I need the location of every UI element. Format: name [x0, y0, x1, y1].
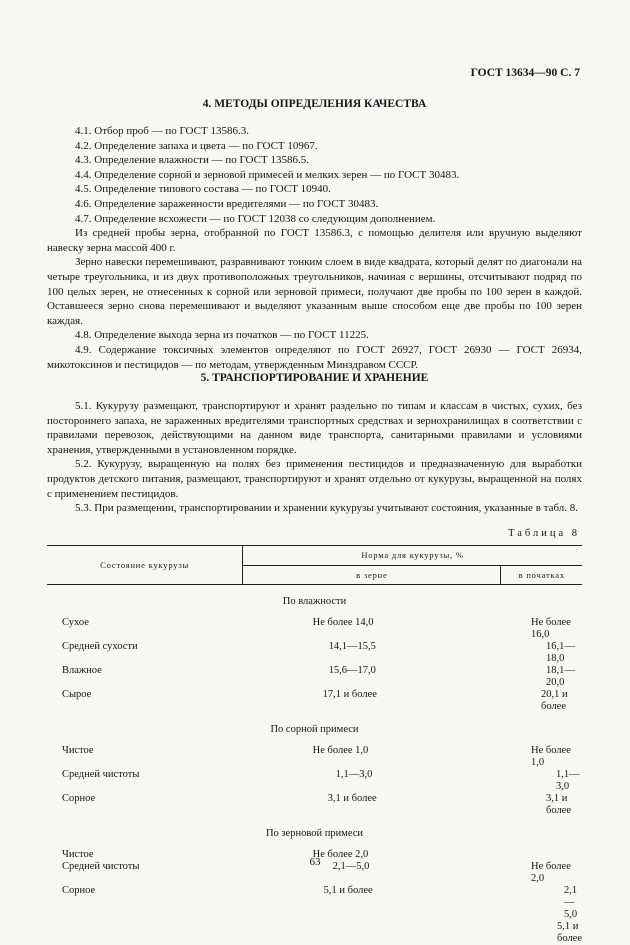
cell-grain: 14,1—15,5 [328, 641, 376, 652]
group-title-moisture: По влажности [282, 596, 347, 607]
section-4-body [47, 124, 582, 372]
paragraph-4-7-method: Зерно навески перемешивают, разравнивают тонким слоем в виде квадрата, который делят по диагонали на четыре треугольника, и из двух противоположных треугольников, начиная с вершины, отсчитывают подряд по 100 целых зерен, не отнесенных к сорной или зерновой примеси, получают две пробы по 100 зерен в каждой. Оставшееся зерно снова перемешивают и выделяют указанным выше способом еще две пробы по 100 зерен каждая. [47, 256, 582, 327]
cell-state: Средней чистоты [62, 769, 140, 780]
cell-cobs: 20,1 и более [540, 689, 568, 712]
paragraph-4-3: 4.3. Определение влажности — по ГОСТ 13586.5. [75, 154, 309, 167]
paragraph-5-2: 5.2. Кукурузу, выращенную на полях без применения пестицидов и предназначенную для выработки продуктов детского питания, размещают, транспортируют и хранят отдельно от кукурузы, выращенной на полях с применением пестицидов. [47, 458, 582, 500]
group-title-weed-impurity: По сорной примеси [270, 724, 359, 735]
table-row [47, 793, 582, 817]
cell-grain: Не более 1,0 [312, 745, 369, 756]
cell-grain: 17,1 и более [322, 689, 377, 700]
table-row [47, 617, 582, 641]
cell-cobs: 16,1—18,0 [545, 641, 575, 664]
paragraph-4-9: 4.9. Содержание токсичных элементов определяют по ГОСТ 26927, ГОСТ 26930 — ГОСТ 26934, микотоксинов и пестицидов — по методам, утвержденным Минздравом СССР. [47, 343, 582, 371]
cell-cobs: 5,1 и более [556, 921, 582, 944]
cell-cobs: Не более 16,0 [530, 617, 571, 640]
group-title-grain-impurity: По зерновой примеси [265, 828, 364, 839]
table-row [47, 769, 582, 793]
paragraph-4-5: 4.5. Определение типового состава — по ГОСТ 10940. [75, 183, 331, 196]
paragraph-4-8: 4.8. Определение выхода зерна из початков — по ГОСТ 11225. [75, 329, 369, 342]
cell-state: Средней сухости [62, 641, 138, 652]
col-header-grain: в зерне [243, 565, 501, 585]
cell-grain: 2,1—5,0 [332, 861, 370, 872]
col-header-cobs: в початках [501, 565, 582, 585]
cell-state: Чистое [62, 745, 94, 756]
table-row [47, 745, 582, 769]
cell-cobs: 3,1 и более [545, 793, 571, 816]
col-header-norm: Норма для кукурузы, % [243, 546, 582, 566]
paragraph-4-4: 4.4. Определение сорной и зерновой примесей и мелких зерен — по ГОСТ 30483. [75, 168, 460, 181]
table-8 [47, 545, 582, 945]
cell-cobs: Не более 2,0 [530, 861, 571, 884]
cell-cobs: 18,1—20,0 [545, 665, 575, 688]
table-row [47, 689, 582, 713]
cell-grain [243, 921, 501, 945]
table-caption: Таблица 8 [508, 528, 580, 539]
section-5-body [47, 399, 582, 516]
cell-state: Сорное [62, 885, 96, 896]
cell-state: Чистое [62, 849, 94, 860]
page-header: ГОСТ 13634—90 С. 7 [470, 67, 580, 79]
table-row [47, 885, 582, 921]
cell-cobs: Не более 1,0 [530, 745, 571, 768]
cell-state: Средней чистоты [62, 861, 140, 872]
cell-grain: Не более 14,0 [312, 617, 374, 628]
paragraph-4-7-sample: Из средней пробы зерна, отобранной по ГОСТ 13586.3, с помощью делителя или вручную выделяют навеску зерна массой 400 г. [47, 227, 582, 254]
table-row [47, 641, 582, 665]
cell-cobs: 1,1—3,0 [555, 769, 580, 792]
cell-grain: 3,1 и более [327, 793, 377, 804]
paragraph-4-6: 4.6. Определение зараженности вредителями — по ГОСТ 30483. [75, 197, 379, 210]
cell-grain: 15,6—17,0 [328, 665, 376, 676]
paragraph-4-7: 4.7. Определение всхожести — по ГОСТ 12038 со следующим дополнением. [75, 212, 436, 225]
cell-state: Сухое [62, 617, 89, 628]
table-row [47, 921, 582, 945]
section-5-title: 5. ТРАНСПОРТИРОВАНИЕ И ХРАНЕНИЕ [200, 372, 429, 384]
cell-grain: 1,1—3,0 [335, 769, 373, 780]
cell-grain: Не более 2,0 [312, 849, 369, 860]
page-number: 63 [309, 856, 321, 868]
paragraph-5-3: 5.3. При размещении, транспортировании и хранении кукурузы учитывают состояния, указанные в табл. 8. [75, 502, 579, 515]
paragraph-4-2: 4.2. Определение запаха и цвета — по ГОСТ 10967. [75, 139, 318, 152]
cell-state: Влажное [62, 665, 102, 676]
cell-state: Сорное [62, 793, 96, 804]
cell-state [47, 921, 243, 945]
section-4-title: 4. МЕТОДЫ ОПРЕДЕЛЕНИЯ КАЧЕСТВА [202, 98, 427, 110]
col-header-state: Состояние кукурузы [47, 546, 243, 585]
paragraph-4-1: 4.1. Отбор проб — по ГОСТ 13586.3. [75, 125, 249, 137]
cell-cobs: 2,1—5,0 [563, 885, 578, 920]
cell-grain: 5,1 и более [323, 885, 373, 896]
cell-state: Сырое [62, 689, 92, 700]
paragraph-5-1: 5.1. Кукурузу размещают, транспортируют и хранят раздельно по типам и классам в чистых, сухих, без постороннего запаха, не зараженных вредителями транспортных средствах и зернохранилищах в соответствии с правилами перевозок, действующими на данном виде транспорта, санитарными правилами и условиями хранения, утвержденными в установленном порядке. [47, 400, 582, 456]
table-row [47, 665, 582, 689]
